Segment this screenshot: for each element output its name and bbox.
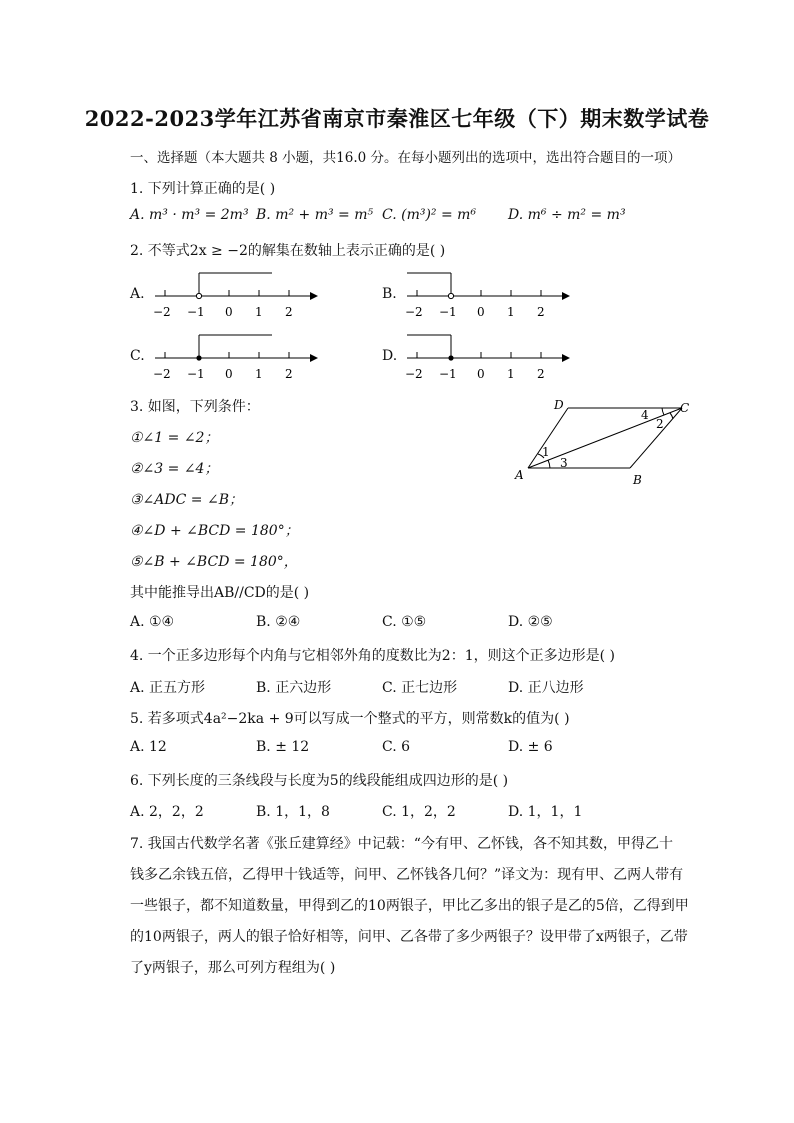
question-7-line-3: 一些银子，都不知道数量，甲得到乙的10两银子，甲比乙多出的银子是乙的5倍，乙得到甲 bbox=[130, 898, 689, 914]
angle-label-3: 3 bbox=[560, 456, 568, 470]
tick-label: 0 bbox=[477, 367, 485, 381]
q3-parallelogram-figure bbox=[510, 396, 700, 488]
q6-option-a[interactable]: A. 2，2，2 bbox=[130, 804, 204, 820]
vertex-label-c: C bbox=[680, 401, 690, 415]
q3-option-b[interactable]: B. ②④ bbox=[256, 614, 301, 630]
tick-label: 2 bbox=[285, 305, 293, 319]
q1-option-b[interactable]: B. m² + m³ = m⁵ bbox=[256, 207, 374, 223]
angle-label-2: 2 bbox=[656, 417, 664, 431]
q6-option-b[interactable]: B. 1，1，8 bbox=[256, 804, 330, 820]
q4-option-c[interactable]: C. 正七边形 bbox=[382, 680, 458, 696]
q6-option-d[interactable]: D. 1，1，1 bbox=[508, 804, 583, 820]
number-line-b bbox=[402, 266, 572, 322]
number-line-a bbox=[150, 266, 320, 322]
number-line-c bbox=[150, 328, 320, 384]
question-2-stem: 2. 不等式2x ≥ −2的解集在数轴上表示正确的是( ) bbox=[130, 243, 446, 259]
tick-label: 2 bbox=[537, 305, 545, 319]
tick-label: −1 bbox=[187, 305, 205, 319]
question-3-stem: 3. 如图，下列条件： bbox=[130, 399, 260, 415]
number-line-d bbox=[402, 328, 572, 384]
tick-label: −2 bbox=[153, 367, 171, 381]
q2-option-a[interactable]: A. bbox=[130, 286, 145, 302]
q5-option-d[interactable]: D. ± 6 bbox=[508, 739, 553, 755]
question-6-stem: 6. 下列长度的三条线段与长度为5的线段能组成四边形的是( ) bbox=[130, 773, 509, 789]
vertex-label-a: A bbox=[515, 468, 524, 482]
vertex-label-b: B bbox=[633, 473, 642, 487]
q4-option-b[interactable]: B. 正六边形 bbox=[256, 680, 332, 696]
tick-label: 2 bbox=[285, 367, 293, 381]
q2-option-b[interactable]: B. bbox=[382, 286, 397, 302]
q3-condition-2: ②∠3 = ∠4； bbox=[130, 461, 219, 477]
question-7-line-1: 7. 我国古代数学名著《张丘建算经》中记载：“今有甲、乙怀钱，各不知其数，甲得乙十 bbox=[130, 836, 673, 852]
q3-option-c[interactable]: C. ①⑤ bbox=[382, 614, 427, 630]
question-1-stem: 1. 下列计算正确的是( ) bbox=[130, 181, 276, 197]
tick-label: 1 bbox=[255, 367, 263, 381]
question-7-line-4: 的10两银子，两人的银子恰好相等，问甲、乙各带了多少两银子？设甲带了x两银子，乙带 bbox=[130, 929, 688, 945]
page-title: 2022-2023学年江苏省南京市秦淮区七年级（下）期末数学试卷 bbox=[84, 106, 710, 131]
q3-condition-4: ④∠D + ∠BCD = 180°； bbox=[130, 523, 299, 539]
tick-label: 0 bbox=[477, 305, 485, 319]
tick-label: 0 bbox=[225, 367, 233, 381]
tick-label: 1 bbox=[507, 367, 515, 381]
angle-label-4: 4 bbox=[641, 408, 649, 422]
tick-label: 1 bbox=[255, 305, 263, 319]
q4-option-a[interactable]: A. 正五方形 bbox=[130, 680, 206, 696]
q3-ask: 其中能推导出AB//CD的是( ) bbox=[130, 585, 310, 601]
angle-label-1: 1 bbox=[542, 445, 550, 459]
tick-label: −1 bbox=[439, 305, 457, 319]
q1-option-d[interactable]: D. m⁶ ÷ m² = m³ bbox=[508, 207, 626, 223]
tick-label: 0 bbox=[225, 305, 233, 319]
q1-option-a[interactable]: A. m³ · m³ = 2m³ bbox=[130, 207, 249, 223]
q5-option-b[interactable]: B. ± 12 bbox=[256, 739, 310, 755]
tick-label: 1 bbox=[507, 305, 515, 319]
tick-label: −2 bbox=[405, 367, 423, 381]
q2-option-c[interactable]: C. bbox=[130, 348, 145, 364]
q5-option-a[interactable]: A. 12 bbox=[130, 739, 167, 755]
q3-condition-5: ⑤∠B + ∠BCD = 180°， bbox=[130, 554, 298, 570]
tick-label: −1 bbox=[187, 367, 205, 381]
q3-option-a[interactable]: A. ①④ bbox=[130, 614, 175, 630]
q5-option-c[interactable]: C. 6 bbox=[382, 739, 411, 755]
q6-option-c[interactable]: C. 1，2，2 bbox=[382, 804, 456, 820]
question-4-stem: 4. 一个正多边形每个内角与它相邻外角的度数比为2：1，则这个正多边形是( ) bbox=[130, 648, 615, 664]
section-heading: 一、选择题（本大题共 8 小题，共16.0 分。在每小题列出的选项中，选出符合题目的一项） bbox=[130, 150, 682, 166]
q3-condition-1: ①∠1 = ∠2； bbox=[130, 430, 219, 446]
q3-condition-3: ③∠ADC = ∠B； bbox=[130, 492, 243, 508]
tick-label: 2 bbox=[537, 367, 545, 381]
question-7-line-5: 了y两银子，那么可列方程组为( ) bbox=[130, 960, 336, 976]
q4-option-d[interactable]: D. 正八边形 bbox=[508, 680, 584, 696]
tick-label: −2 bbox=[405, 305, 423, 319]
q1-option-c[interactable]: C. (m³)² = m⁶ bbox=[382, 207, 477, 223]
vertex-label-d: D bbox=[554, 398, 564, 412]
question-5-stem: 5. 若多项式4a²−2ka + 9可以写成一个整式的平方，则常数k的值为( ) bbox=[130, 711, 570, 727]
q3-option-d[interactable]: D. ②⑤ bbox=[508, 614, 553, 630]
question-7-line-2: 钱多乙余钱五倍，乙得甲十钱适等，问甲、乙怀钱各几何？”译文为：现有甲、乙两人带有 bbox=[130, 867, 684, 883]
q2-option-d[interactable]: D. bbox=[382, 348, 398, 364]
tick-label: −1 bbox=[439, 367, 457, 381]
tick-label: −2 bbox=[153, 305, 171, 319]
